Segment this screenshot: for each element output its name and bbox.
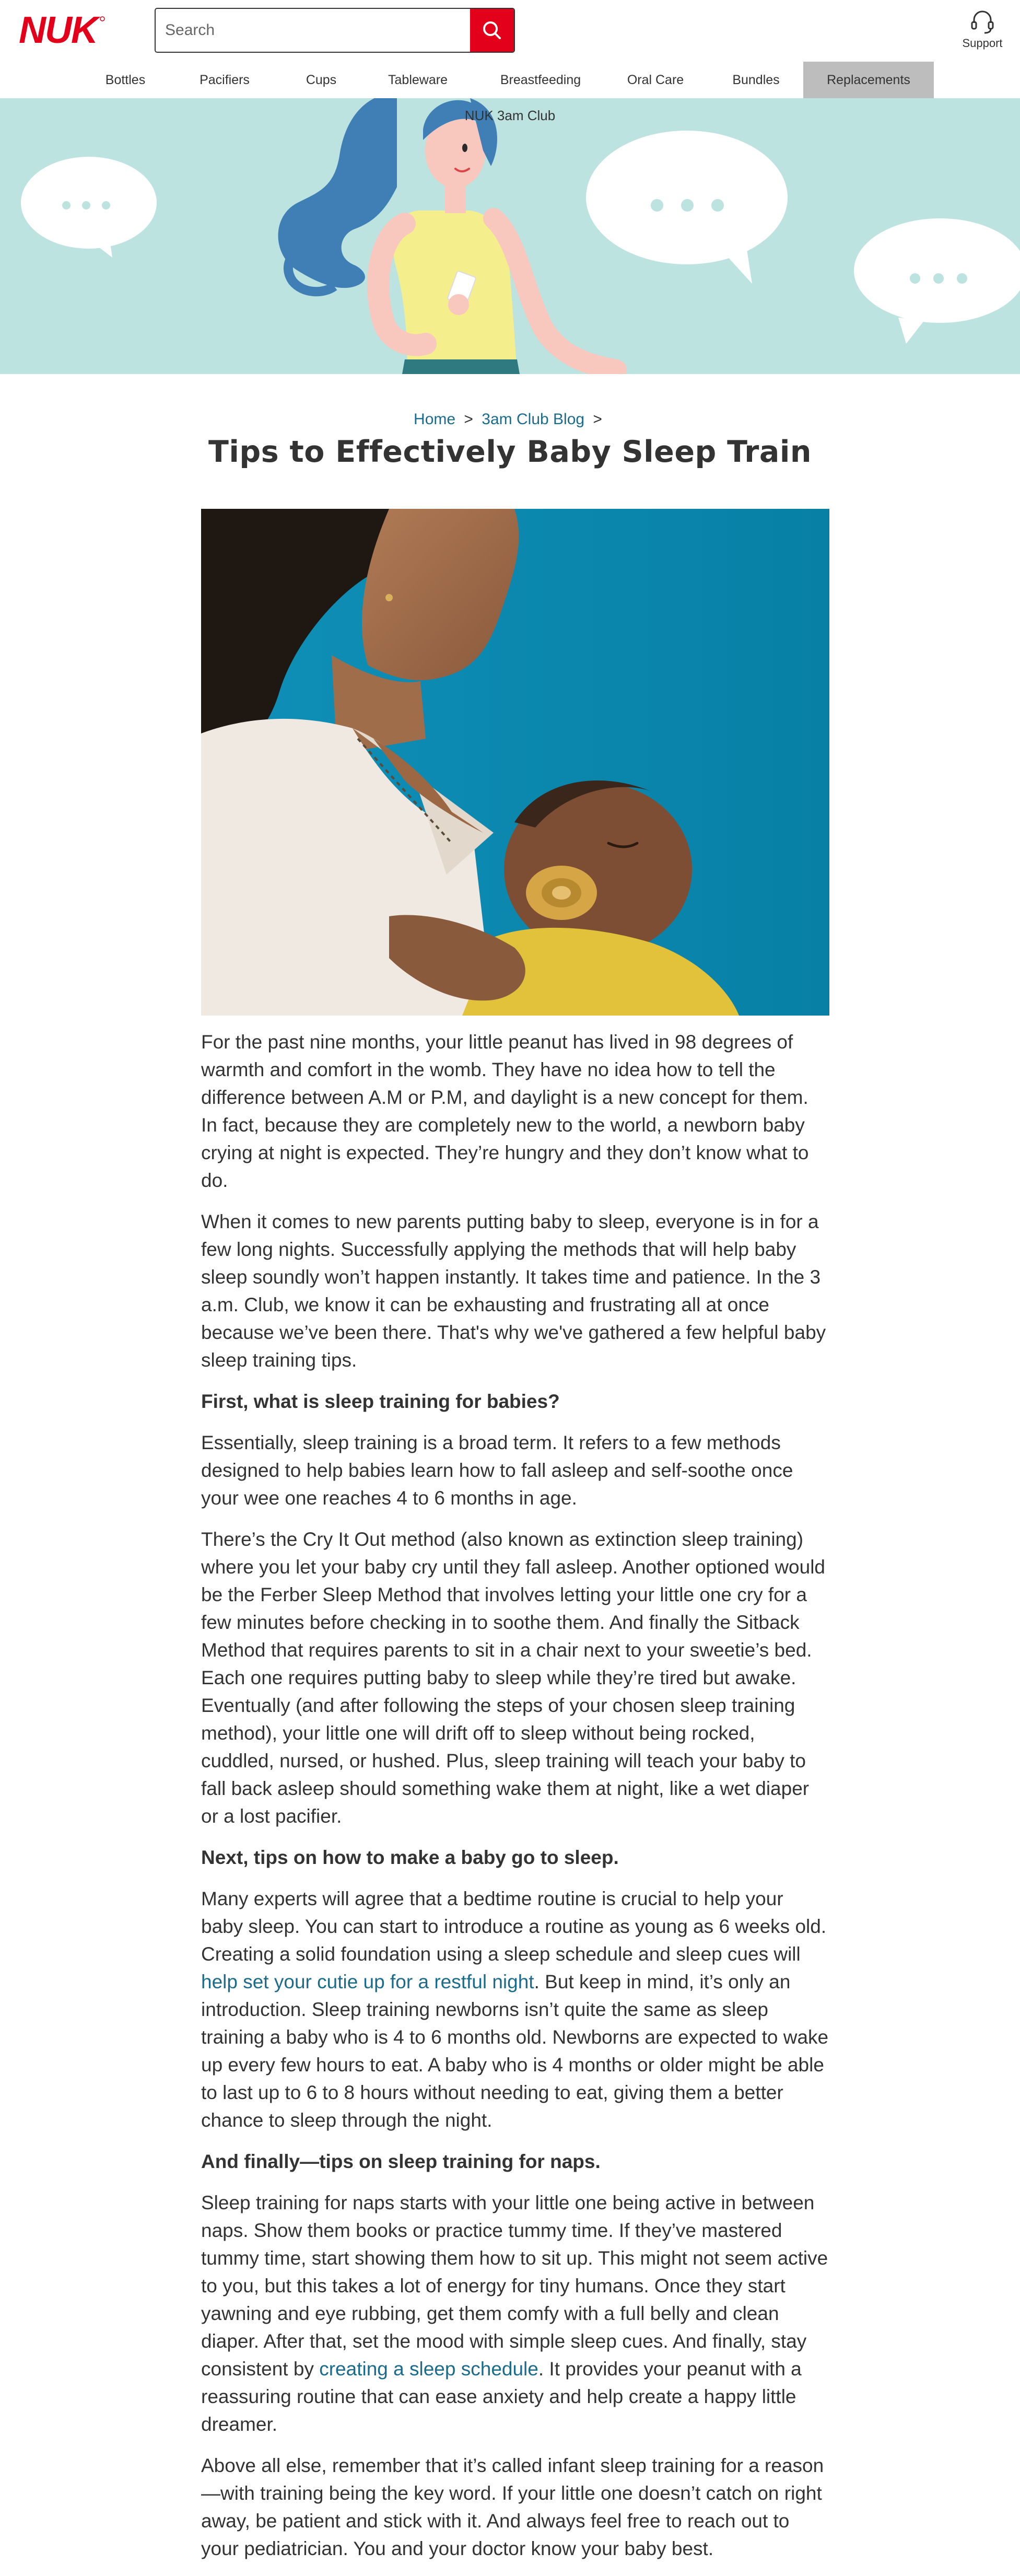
article-paragraph: There’s the Cry It Out method (also known as extinction sleep training) where you let your baby cry until they fall asleep. Another optioned would be the Ferber Sleep Method that involves letting your little one cry for a few minutes before checking in to soothe them. And finally the Sitback Method that requires parents to sit in a chair next to your sweetie’s bed. Each one requires putting baby to sleep while they’re tired but awake. Eventually (and after following the steps of your chosen sleep training method), your little one will drift off to sleep without being rocked, cuddled, nursed, or hushed. Plus, sleep training will teach your baby to fall back asleep should something wake them at night, like a wet diaper or a lost pacifier. xyxy=(201,1529,826,1827)
headset-icon xyxy=(969,8,996,36)
sleep-schedule-link[interactable]: creating a sleep schedule xyxy=(319,2358,538,2380)
paragraph-text: . It provides your peanut with a reassuring routine that can ease anxiety and help create a happy little dreamer. xyxy=(201,2358,802,2435)
site-header xyxy=(0,0,1020,62)
breadcrumb-separator: > xyxy=(464,411,473,428)
search-box xyxy=(155,8,515,53)
nav-item-bottles[interactable]: Bottles xyxy=(105,73,146,87)
breadcrumb-blog[interactable]: 3am Club Blog xyxy=(482,411,585,428)
hero-illustration xyxy=(0,98,1020,374)
restful-night-link[interactable]: help set your cutie up for a restful night xyxy=(201,1971,534,1992)
article-paragraph xyxy=(201,2189,829,2438)
main-nav xyxy=(0,62,1020,98)
nav-item-bundles[interactable]: Bundles xyxy=(732,73,780,87)
article-body xyxy=(201,1028,829,2576)
nuk-logo-graphic xyxy=(19,11,108,48)
article-heading: First, what is sleep training for babies? xyxy=(201,1391,560,1412)
nav-item-cups[interactable]: Cups xyxy=(306,73,337,87)
search-button[interactable] xyxy=(470,9,514,52)
search-icon xyxy=(470,9,514,52)
article-paragraph: For the past nine months, your little peanut has lived in 98 degrees of warmth and comfort in the womb. They have no idea how to tell the difference between A.M or P.M, and daylight is a new concept for them. In fact, because they are completely new to the world, a newborn baby crying at night is expected. They’re hungry and they don’t know what to do. xyxy=(201,1031,809,1191)
breadcrumb-separator: > xyxy=(593,411,602,428)
speech-bubble-left xyxy=(21,157,157,258)
support-label: Support xyxy=(962,37,1003,50)
woman-illustration xyxy=(278,98,617,374)
support-link[interactable] xyxy=(954,8,1011,55)
nav-item-oral-care[interactable]: Oral Care xyxy=(627,73,684,87)
article-paragraph: Above all else, remember that it’s called infant sleep training for a reason—with training being the key word. If your little one doesn’t catch on right away, be patient and stick with it. And always feel free to reach out to your pediatrician. You and your doctor know your baby best. xyxy=(201,2455,824,2559)
article-paragraph: Essentially, sleep training is a broad term. It refers to a few methods designed to help babies learn how to fall asleep and self-soothe once your wee one reaches 4 to 6 months in age. xyxy=(201,1432,793,1509)
speech-bubble-center xyxy=(586,131,788,284)
breadcrumb-home[interactable]: Home xyxy=(414,411,456,428)
article-paragraph xyxy=(201,1885,829,2134)
nuk-logo[interactable] xyxy=(19,11,108,48)
article-paragraph: When it comes to new parents putting baby to sleep, everyone is in for a few long nights. Successfully applying the methods that will help baby sleep soundly won’t happen instantly. It takes time and patience. In the 3 a.m. Club, we know it can be exhausting and frustrating all at once because we’ve been there. That's why we've gathered a few helpful baby sleep training tips. xyxy=(201,1211,826,1371)
article-hero-photo xyxy=(201,509,829,1016)
mother-baby-photo xyxy=(201,509,829,1016)
hero-banner xyxy=(0,98,1020,374)
paragraph-text: Many experts will agree that a bedtime routine is crucial to help your baby sleep. You can start to introduce a routine as young as 6 weeks old. Creating a solid foundation using a sleep schedule and sleep cues will xyxy=(201,1888,827,1965)
hero-caption: NUK 3am Club xyxy=(464,108,556,123)
speech-bubble-right xyxy=(854,218,1020,344)
nav-item-tableware[interactable]: Tableware xyxy=(388,73,448,87)
article-heading: And finally—tips on sleep training for naps. xyxy=(201,2151,601,2172)
article-heading: Next, tips on how to make a baby go to sleep. xyxy=(201,1847,619,1868)
nav-item-breastfeeding[interactable]: Breastfeeding xyxy=(500,73,581,87)
breadcrumb xyxy=(0,411,1020,428)
search-input[interactable] xyxy=(156,9,469,52)
svg-text:NUK: NUK xyxy=(19,11,97,48)
paragraph-text: . But keep in mind, it’s only an introduction. Sleep training newborns isn’t quite the same as sleep training a baby who is 4 to 6 months old. Newborns are expected to wake up every few hours to eat. A baby who is 4 months or older might be able to last up to 6 to 8 hours without needing to eat, giving them a better chance to sleep through the night. xyxy=(201,1971,829,2131)
paragraph-text: Sleep training for naps starts with your little one being active in between naps. Show them books or practice tummy time. If they’ve mastered tummy time, start showing them how to sit up. This might not seem active to you, but this takes a lot of energy for tiny humans. Once they start yawning and eye rubbing, get them comfy with a full belly and clean diaper. After that, set the mood with simple sleep cues. And finally, stay consistent by xyxy=(201,2192,828,2380)
nav-item-replacements[interactable]: Replacements xyxy=(803,62,934,98)
nav-item-pacifiers[interactable]: Pacifiers xyxy=(200,73,250,87)
page-title: Tips to Effectively Baby Sleep Train xyxy=(208,435,812,469)
